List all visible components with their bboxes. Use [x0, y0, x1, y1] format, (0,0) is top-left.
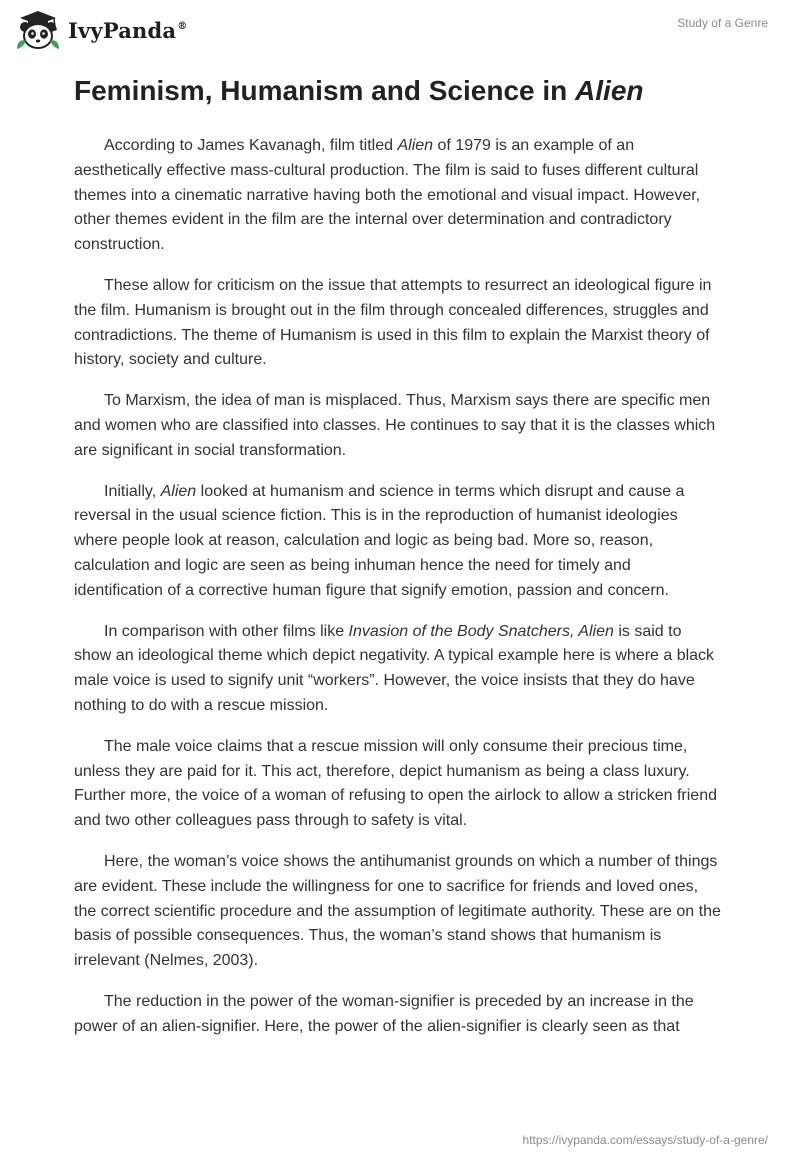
paragraph-3: To Marxism, the idea of man is misplaced. Thus, Marxism says there are specific men and women who are classified into classes. He continues to say that it is the classes which are significant in social transformation. — [74, 392, 716, 459]
paragraph-1: According to James Kavanagh, film titled Alien of 1979 is an example of an aesthetically effective mass-cultural production. The film is said to fuses different cultural themes into a cinematic narrative having both the emotional and visual impact. However, other themes evident in the film are the internal over determination and contradictory construction. — [74, 137, 701, 254]
registered-mark: ® — [177, 20, 188, 32]
panda-mascot-icon — [14, 9, 62, 51]
page-title: Feminism, Humanism and Science in Alien — [74, 75, 644, 106]
running-title: Study of a Genre — [677, 16, 768, 30]
source-url[interactable]: https://ivypanda.com/essays/study-of-a-genre/ — [522, 1133, 768, 1147]
brand-wordmark: IvyPanda® — [68, 17, 188, 43]
paragraph-6: The male voice claims that a rescue mission will only consume their precious time, unless they are paid for it. This act, therefore, depict humanism as being a class luxury. Further more, the voice of a woman of refusing to open the airlock to allow a stricken friend and two other colleagues pass through to safety is vital. — [74, 737, 717, 830]
page-header — [0, 0, 800, 60]
paragraph-8: The reduction in the power of the woman-signifier is preceded by an increase in the power of an alien-signifier. Here, the power of the alien-signifier is clearly seen as that — [74, 992, 694, 1035]
paragraph-4: Initially, Alien looked at humanism and science in terms which disrupt and cause a reversal in the usual science fiction. This is in the reproduction of humanist ideologies where people look at reason, calculation and logic as being bad. More so, reason, calculation and logic are seen as being inhuman hence the need for timely and identification of a corrective human figure that signify emotion, passion and concern. — [74, 482, 685, 599]
ivypanda-logo[interactable] — [14, 9, 187, 51]
paragraph-7: Here, the woman’s voice shows the antihumanist grounds on which a number of things are evident. These include the willingness for one to sacrifice for friends and loved ones, the correct scientific procedure and the assumption of legitimate authority. These are on the basis of possible consequences. Thus, the woman’s stand shows that humanism is irrelevant (Nelmes, 2003). — [74, 852, 721, 970]
article-body — [74, 134, 722, 1056]
paragraph-2: These allow for criticism on the issue that attempts to resurrect an ideological figure in the film. Humanism is brought out in the film through concealed differences, struggles and contradictions. The theme of Humanism is used in this film to explain the Marxist theory of history, society and culture. — [74, 276, 712, 369]
paragraph-5: In comparison with other films like Invasion of the Body Snatchers, Alien is said to show an ideological theme which depict negativity. A typical example here is where a black male voice is used to signify unit “workers”. However, the voice insists that they do have nothing to do with a rescue mission. — [74, 622, 715, 714]
